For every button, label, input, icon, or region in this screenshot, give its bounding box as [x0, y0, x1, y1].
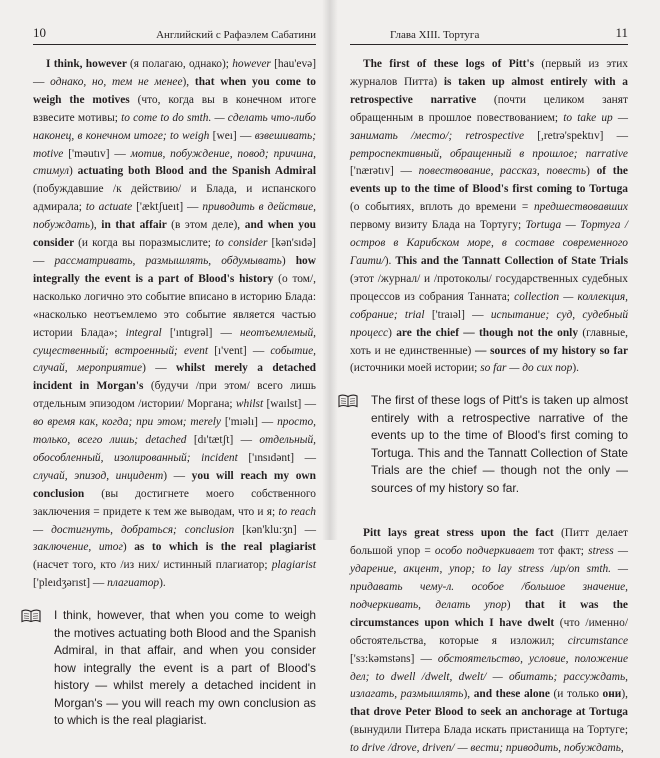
translation-text: (вы достигнете моего собственного заключения = придете к тем же выводам, что и я;	[33, 487, 316, 518]
gloss-text: во время как, когда; при этом; merely	[33, 416, 225, 429]
translation-text: (этот /журнал/ и /протоколы/ государственных судебных процессов из собрания Танната;	[350, 272, 628, 303]
translation-text: (будучи /при этом/ всего лишь отдельным эпизодом /истории/ Моргана;	[33, 380, 316, 411]
english-text: that drove Peter Blood to seek an anchorage at Tortuga	[350, 706, 628, 719]
page-number-right: 11	[615, 25, 628, 40]
running-title-left: Английский с Рафаэлем Сабатини	[156, 29, 316, 41]
translation-text: ),	[90, 219, 102, 232]
annotated-paragraph	[350, 56, 628, 378]
translation-text: )	[122, 541, 135, 554]
open-book-icon	[338, 394, 358, 408]
gloss-text: Tortuga — Тортуга /остров в Карибском море, в составе современного Гаити/	[350, 219, 628, 267]
translation-text: (и только	[553, 688, 603, 701]
translation-text: [ı'vent] —	[214, 344, 271, 357]
translation-text: [,retrə'spektıv] —	[537, 129, 628, 142]
english-text: that it was the circumstances upon which I have dwelt	[350, 598, 628, 629]
translation-text: ['mıəlı] —	[224, 416, 278, 429]
reading-text: The first of these logs of Pitt's is taken up almost entirely with a retrospective narrative of the events up to the time of Blood's first coming to Tortuga. This and the Tannatt Collection of State Trials are the chief — though not the only — sources of my history so far.	[371, 393, 628, 495]
english-text: are the chief — though not the only	[396, 326, 583, 339]
english-text: of the events up to the time of Blood's first coming to Tortuga	[350, 165, 628, 196]
right-body	[350, 56, 628, 758]
translation-text: )	[281, 254, 296, 267]
translation-text: (о том/, насколько логично это событие вписано в историю Блада: «насколько неотъемлемо это событие является частью истории Блада»;	[33, 272, 316, 339]
running-title-right: Глава XIII. Тортуга	[390, 29, 480, 41]
left-page	[0, 0, 330, 728]
translation-text: (источники моей истории;	[350, 362, 481, 375]
gloss-text: рассматривать, размышлять, обдумывать	[54, 254, 282, 267]
gloss-text: просто, только, всего лишь; detached	[33, 416, 316, 447]
gloss-text: предшествовавших	[533, 201, 628, 214]
translation-text: )	[506, 598, 525, 611]
reading-paragraph	[350, 392, 628, 497]
translation-text: [hau'evə] —	[33, 58, 317, 88]
translation-text: (и когда вы поразмыслите;	[78, 237, 216, 250]
gloss-text: to drive /drove, driven/ — вести; приводить, побуждать,	[350, 742, 624, 755]
translation-text: (я полагаю, однако);	[129, 58, 233, 70]
gloss-text: ретроспективный, обращенный в прошлое; narrative	[350, 147, 628, 160]
gloss-text: to consider	[215, 237, 272, 250]
gloss-text: to reach — достигнуть, добраться; conclusion	[33, 505, 316, 536]
english-text: as to which is the real plagiarist	[134, 541, 316, 554]
translation-text: (вынудили Питера Блада искать пристанища на Тортуге;	[350, 724, 628, 737]
translation-text: ['ıntıgrəl] —	[169, 326, 241, 339]
left-body	[33, 56, 316, 730]
right-header	[350, 19, 628, 45]
gloss-text: случай, эпизод, инцидент	[33, 469, 164, 482]
translation-text: ) —	[142, 362, 177, 375]
translation-text: (почти целиком занят обращенным в прошлое повествованием;	[350, 93, 628, 124]
translation-text: (в этом деле),	[171, 219, 245, 232]
gloss-text: обстоятельство, условие, положение дел; to dwell /dwelt, dwelt/ — обитать; рассуждать, излагать, размышлять	[350, 652, 628, 701]
translation-text: [weı] —	[212, 129, 255, 142]
english-text: is taken up almost entirely with a retrospective narrative	[350, 75, 629, 106]
translation-text: ),	[463, 688, 474, 701]
gloss-text: circumstance	[567, 634, 628, 647]
english-text: in that affair	[101, 219, 172, 232]
english-text: — sources of my history so far	[475, 344, 629, 357]
translation-text: ).	[384, 254, 396, 267]
translation-text: [waılst] —	[266, 398, 316, 411]
translation-text: (что /именно/ обстоятельства, которые я изложил;	[350, 616, 628, 647]
translation-text: ),	[182, 75, 195, 88]
gloss-text: however	[232, 58, 275, 70]
translation-text: ['traıəl] —	[431, 308, 491, 321]
translation-text: (что, когда вы в конечном итоге взвесите мотивы;	[33, 93, 317, 124]
gloss-text: однако, но, тем не менее	[50, 75, 183, 88]
gloss-text: отдельный, обособленный, изолированный; incident	[33, 434, 316, 464]
english-text: you will reach my own conclusion	[33, 469, 316, 500]
translation-text: (побуждавшие /к действию/ и Блада, и испанского адмирала;	[33, 183, 316, 214]
translation-text: ) —	[163, 469, 192, 482]
open-book-icon	[21, 609, 41, 623]
gloss-text: взвешивать; motive	[33, 129, 316, 160]
gloss-text: whilst	[235, 398, 267, 411]
translation-text: )	[586, 165, 597, 178]
gloss-text: collection — коллекция, собрание; trial	[350, 290, 628, 321]
gloss-text: заключение, итог	[33, 541, 123, 554]
gloss-text: to come to do smth. — сделать что-либо наконец, в конечном итоге; to weigh	[33, 111, 316, 142]
translation-text: [kən'klu:ʒn] —	[242, 523, 316, 536]
gloss-text: stress — ударение, акцент, упор; to lay stress /up/on smth. — придавать чему-л. особое /большое значение, подчеркивать, делать упор	[350, 545, 628, 611]
annotated-paragraph	[33, 56, 316, 593]
translation-text: (насчет того, кто /из них/ истинный плагиатор;	[33, 559, 272, 572]
section-gap	[350, 497, 628, 525]
translation-text: (о событиях, вплоть до времени =	[350, 201, 534, 214]
translation-text: [kən'sıdə] —	[33, 237, 316, 267]
translation-text: ['sɜ:kəmstəns] —	[350, 652, 438, 665]
english-text: Pitt lays great stress upon the fact	[363, 527, 562, 540]
english-text: они	[602, 688, 622, 701]
translation-text: первому визиту Блада на Тортугу;	[350, 219, 526, 232]
english-text: This and the Tannatt Collection of State Trials	[395, 254, 628, 267]
translation-text: )	[388, 326, 397, 339]
translation-text: ).	[159, 577, 166, 590]
annotated-paragraph	[350, 525, 628, 758]
english-text: that when you come to weigh the motives	[33, 75, 317, 106]
right-page	[330, 0, 660, 755]
gloss-text: приводить в действие, побуждать	[33, 201, 316, 232]
gloss-text: особо подчеркивает	[434, 545, 539, 558]
gloss-text: плагиатор	[107, 577, 160, 590]
gloss-text: событие, случай, мероприятие	[33, 344, 316, 375]
english-text: actuating both Blood and the Spanish Admiral	[77, 165, 316, 178]
reading-text: I think, however, that when you come to weigh the motives actuating both Blood and the Spanish Admiral, in that affair, and when you consider how integrally the event is a part of Blood's history — whilst merely a detached incident in Morgan's — you will reach my own conclusion as to which is the real plagiarist.	[54, 608, 316, 728]
english-text: whilst merely a detached incident in Morgan's	[33, 362, 316, 393]
translation-text: (Питт делает большой упор =	[350, 527, 628, 558]
gloss-text: to take up — занимать /место/; retrospective	[350, 111, 628, 142]
gloss-text: мотив, побуждение, повод; причина, стимул	[33, 147, 316, 178]
reading-paragraph	[33, 607, 316, 730]
translation-text: (главные, хоть и не единственные)	[350, 326, 628, 357]
translation-text: ['ınsıdənt] —	[248, 451, 317, 464]
gloss-text: испытание; суд, судебный процесс	[350, 308, 629, 339]
english-text: how integrally the event is a part of Blood's history	[33, 254, 316, 285]
translation-text: (первый из этих журналов Питта)	[350, 58, 629, 88]
english-text: The first of these logs of Pitt's	[363, 58, 542, 70]
translation-text: ['məutıv] —	[68, 147, 131, 160]
english-text: and when you consider	[33, 219, 316, 250]
gloss-text: integral	[125, 326, 170, 339]
gloss-text: plagiarist	[271, 559, 316, 572]
left-header	[33, 19, 316, 45]
gloss-text: so far — до сих пор	[480, 362, 573, 375]
english-text: I think, however	[46, 58, 130, 70]
gloss-text: повествование, рассказ, повесть	[418, 165, 587, 178]
english-text: and these alone	[473, 688, 554, 701]
translation-text: тот факт;	[538, 545, 589, 558]
translation-text: ['nærətıv] —	[350, 165, 419, 178]
translation-text: ).	[572, 362, 579, 375]
translation-text: [dı'tætʃt] —	[193, 434, 260, 447]
translation-text: ['æktʃueıt] —	[136, 201, 203, 214]
gloss-text: неотъемлемый, существенный; встроенный; event	[33, 326, 317, 357]
translation-text: )	[68, 165, 78, 178]
translation-text: ['pleıdʒərıst] —	[33, 577, 108, 590]
gloss-text: to actuate	[85, 201, 137, 214]
page-number-left: 10	[33, 25, 46, 40]
translation-text: ),	[621, 688, 628, 701]
